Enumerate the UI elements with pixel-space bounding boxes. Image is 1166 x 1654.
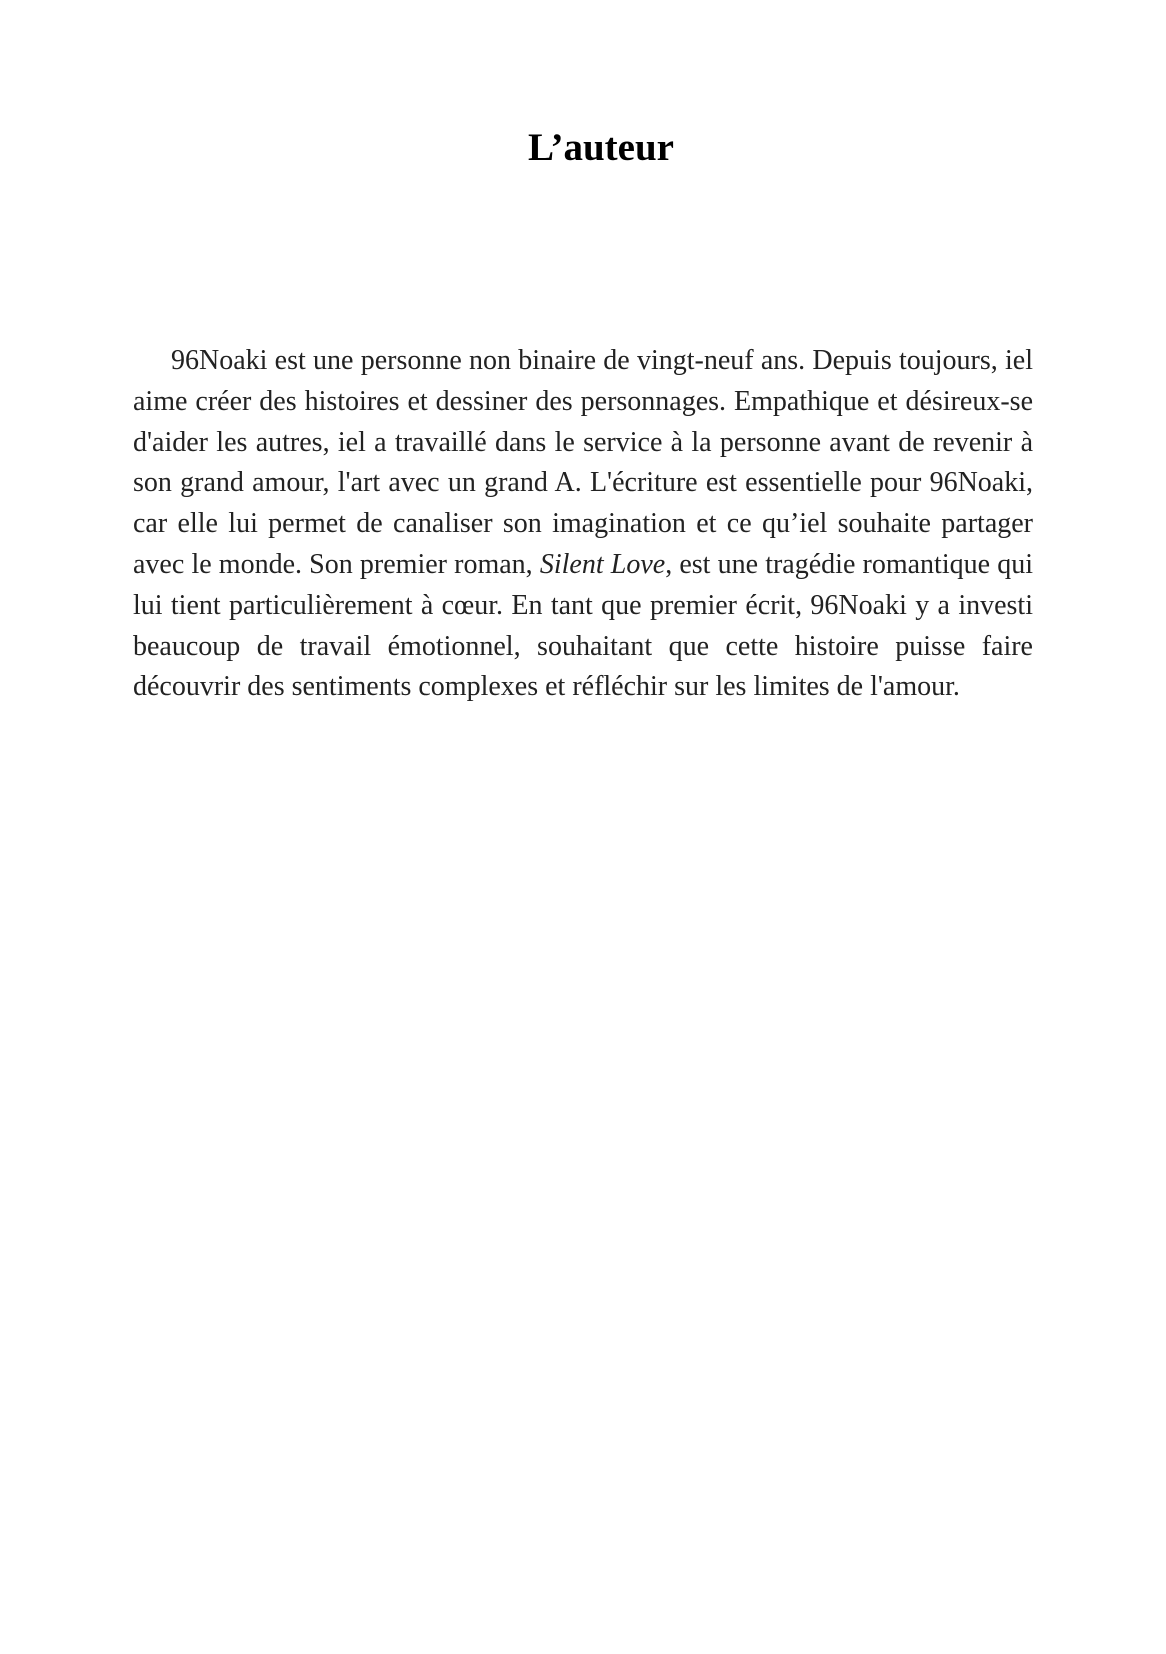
biography-text-part-1: 96Noaki est une personne non binaire de vingt-neuf ans. Depuis toujours, iel aime créer des histoires et dessiner des personnages. Empathique et désireux-se d'aider les autres, iel a travaillé dans le service à la personne avant de revenir à son grand amour, l'art avec un grand A. L'écriture est essentielle pour 96Noaki, car elle lui permet de canaliser son imagination et ce qu’iel souhaite partager avec le monde. Son premier roman, bbox=[133, 345, 1033, 580]
page-title: L’auteur bbox=[528, 126, 674, 169]
book-title: Silent Love bbox=[539, 548, 666, 580]
biography-text-part-2: , est une tragédie romantique qui lui tient particulièrement à cœur. En tant que premier écrit, 96Noaki y a investi beaucoup de travail émotionnel, souhaitant que cette histoire puisse faire découvrir des sentiments complexes et réfléchir sur les limites de l'amour. bbox=[133, 548, 1033, 703]
author-biography-paragraph bbox=[133, 341, 1033, 708]
